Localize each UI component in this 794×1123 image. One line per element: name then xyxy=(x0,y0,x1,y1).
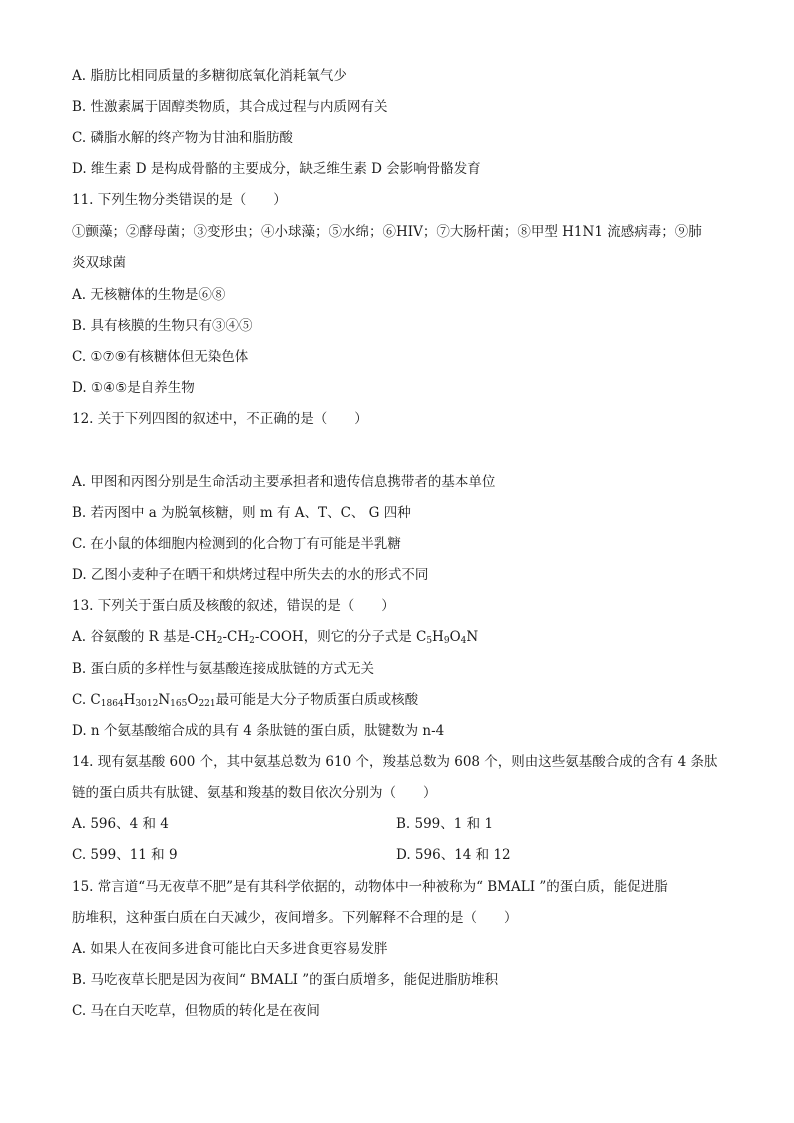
q11-option-b: B. 具有核膜的生物只有③④⑤ xyxy=(72,318,253,334)
q14-option-a: A. 596、4 和 4 xyxy=(72,816,169,832)
q13-option-b: B. 蛋白质的多样性与氨基酸连接成肽链的方式无关 xyxy=(72,661,375,677)
q12-option-c: C. 在小鼠的体细胞内检测到的化合物丁有可能是半乳糖 xyxy=(72,536,401,552)
q11-organism-list-line2: 炎双球菌 xyxy=(72,255,126,271)
q12-stem: 12. 关于下列四图的叙述中，不正确的是（ ） xyxy=(72,411,368,427)
q13-option-d: D. n 个氨基酸缩合成的具有 4 条肽链的蛋白质，肽键数为 n-4 xyxy=(72,723,445,739)
q11-option-d: D. ①④⑤是自养生物 xyxy=(72,380,195,396)
q15-option-c: C. 马在白天吃草，但物质的转化是在夜间 xyxy=(72,1003,320,1019)
q11-option-c: C. ①⑦⑨有核糖体但无染色体 xyxy=(72,349,249,365)
q12-option-d: D. 乙图小麦种子在晒干和烘烤过程中所失去的水的形式不同 xyxy=(72,567,429,583)
q14-option-b: B. 599、1 和 1 xyxy=(396,816,494,832)
q10-option-a: A. 脂肪比相同质量的多糖彻底氧化消耗氧气少 xyxy=(72,68,347,84)
q12-option-a: A. 甲图和丙图分别是生命活动主要承担者和遗传信息携带者的基本单位 xyxy=(72,474,496,490)
q14-option-c: C. 599、11 和 9 xyxy=(72,847,178,863)
q12-option-b: B. 若丙图中 a 为脱氧核糖，则 m 有 A、T、C、 G 四种 xyxy=(72,505,411,521)
q10-option-d: D. 维生素 D 是构成骨骼的主要成分，缺乏维生素 D 会影响骨骼发育 xyxy=(72,161,481,177)
q13-stem: 13. 下列关于蛋白质及核酸的叙述，错误的是（ ） xyxy=(72,598,395,614)
q13-option-a: A. 谷氨酸的 R 基是$-CH_2-CH_2$-COOH，则它的分子式是 $C_5H_9O_4N$ xyxy=(72,629,479,646)
q14-stem-line1: 14. 现有氨基酸 600 个，其中氨基总数为 610 个，羧基总数为 608 个，则由这些氨基酸合成的含有 4 条肽 xyxy=(72,754,718,770)
q11-stem: 11. 下列生物分类错误的是（ ） xyxy=(72,192,287,208)
q13-option-c: C. $C_{1864}H_{3012}N_{165}O_{221}$最可能是大分子物质蛋白质或核酸 xyxy=(72,692,419,709)
q15-stem-line2: 肪堆积，这种蛋白质在白天减少，夜间增多。下列解释不合理的是（ ） xyxy=(72,910,518,926)
q15-option-a: A. 如果人在夜间多进食可能比白天多进食更容易发胖 xyxy=(72,941,388,957)
q11-option-a: A. 无核糖体的生物是⑥⑧ xyxy=(72,287,226,303)
q10-option-b: B. 性激素属于固醇类物质，其合成过程与内质网有关 xyxy=(72,99,388,115)
q14-stem-line2: 链的蛋白质共有肽键、氨基和羧基的数目依次分别为（ ） xyxy=(72,785,437,801)
q11-organism-list-line1: ①颤藻；②酵母菌；③变形虫；④小球藻；⑤水绵；⑥HIV；⑦大肠杆菌；⑧甲型 H1N1 流感病毒；⑨肺 xyxy=(72,224,702,240)
q10-option-c: C. 磷脂水解的终产物为甘油和脂肪酸 xyxy=(72,130,293,146)
q15-option-b: B. 马吃夜草长肥是因为夜间“ BMALI ”的蛋白质增多，能促进脂肪堆积 xyxy=(72,972,499,988)
q15-stem-line1: 15. 常言道“马无夜草不肥”是有其科学依据的，动物体中一种被称为“ BMALI ”的蛋白质，能促进脂 xyxy=(72,879,668,895)
q14-option-d: D. 596、14 和 12 xyxy=(396,847,511,863)
